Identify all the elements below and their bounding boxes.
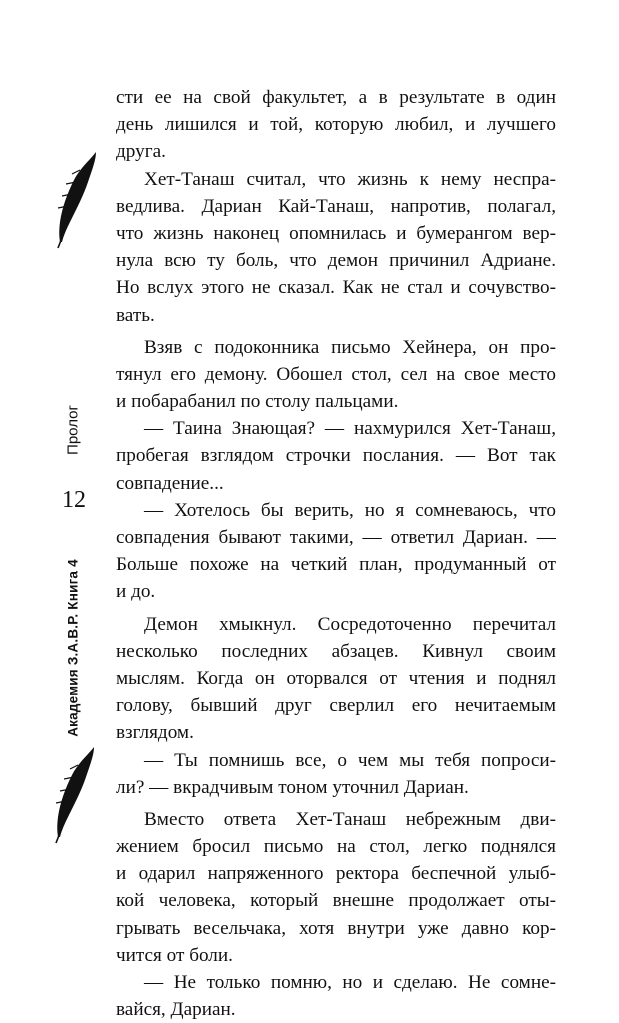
text-line: Демон хмыкнул. Сосредоточенно перечитал bbox=[144, 613, 556, 635]
text-line: совпадения бывают такими, — ответил Дариан. — bbox=[116, 527, 556, 548]
text-line: ли? — вкрадчивым тоном уточнил Дариан. bbox=[116, 776, 469, 798]
page-number: 12 bbox=[62, 487, 86, 513]
text-line: жением бросил письмо на стол, легко поднялся bbox=[116, 836, 556, 858]
text-line: Хет-Танаш считал, что жизнь к нему неспра- bbox=[144, 168, 556, 190]
text-line: — Не только помню, но и сделаю. Не сомне- bbox=[144, 972, 556, 993]
text-line: — Хотелось бы верить, но я сомневаюсь, что bbox=[144, 499, 556, 521]
text-line: пробегая взглядом строчки послания. — Вот так bbox=[116, 445, 556, 467]
feather-icon bbox=[48, 745, 100, 845]
feather-icon bbox=[50, 150, 102, 250]
text-line: вайся, Дариан. bbox=[116, 999, 236, 1021]
text-line: и до. bbox=[116, 581, 156, 603]
text-line: — Таина Знающая? — нахмурился Хет-Танаш, bbox=[144, 418, 556, 440]
text-line: нула всю ту боль, что демон причинил Адриане. bbox=[116, 250, 556, 272]
text-line: и побарабанил по столу пальцами. bbox=[116, 391, 399, 413]
text-line: чится от боли. bbox=[116, 944, 233, 966]
body-text bbox=[116, 84, 556, 1023]
text-line: Но вслух этого не сказал. Как не стал и сочувство- bbox=[116, 277, 556, 299]
text-line: несколько последних абзацев. Кивнул своим bbox=[116, 640, 556, 662]
text-line: день лишился и той, которую любил, и лучшего bbox=[116, 114, 556, 136]
page-sidebar bbox=[0, 0, 110, 1000]
text-line: что жизнь наконец опомнилась и бумерангом вер- bbox=[116, 222, 556, 244]
text-line: мыслям. Когда он оторвался от чтения и поднял bbox=[116, 667, 556, 689]
text-line: Больше похоже на четкий план, продуманный от bbox=[116, 554, 556, 576]
text-line: друга. bbox=[116, 141, 166, 163]
text-line: грывать весельчака, хотя внутри уже давно кор- bbox=[116, 917, 556, 939]
text-line: Взяв с подоконника письмо Хейнера, он про- bbox=[144, 336, 556, 358]
text-line: совпадение... bbox=[116, 472, 224, 494]
text-line: голову, бывший друг сверлил его нечитаемым bbox=[116, 695, 556, 717]
section-label: Пролог bbox=[64, 405, 82, 455]
text-line: вать. bbox=[116, 304, 155, 326]
text-line: тянул его демону. Обошел стол, сел на свое место bbox=[116, 363, 556, 385]
text-line: ведлива. Дариан Кай-Танаш, напротив, полагал, bbox=[116, 195, 556, 217]
book-title: Академия З.А.В.Р. Книга 4 bbox=[65, 559, 81, 737]
text-line: — Ты помнишь все, о чем мы тебя попроси- bbox=[144, 749, 556, 771]
text-line: сти ее на свой факультет, а в результате в один bbox=[116, 87, 556, 108]
text-line: и одарил напряженного ректора беспечной улыб- bbox=[116, 863, 556, 885]
text-line: Вместо ответа Хет-Танаш небрежным дви- bbox=[144, 808, 556, 830]
text-line: взглядом. bbox=[116, 722, 194, 744]
text-line: кой человека, который внешне продолжает оты- bbox=[116, 890, 556, 912]
